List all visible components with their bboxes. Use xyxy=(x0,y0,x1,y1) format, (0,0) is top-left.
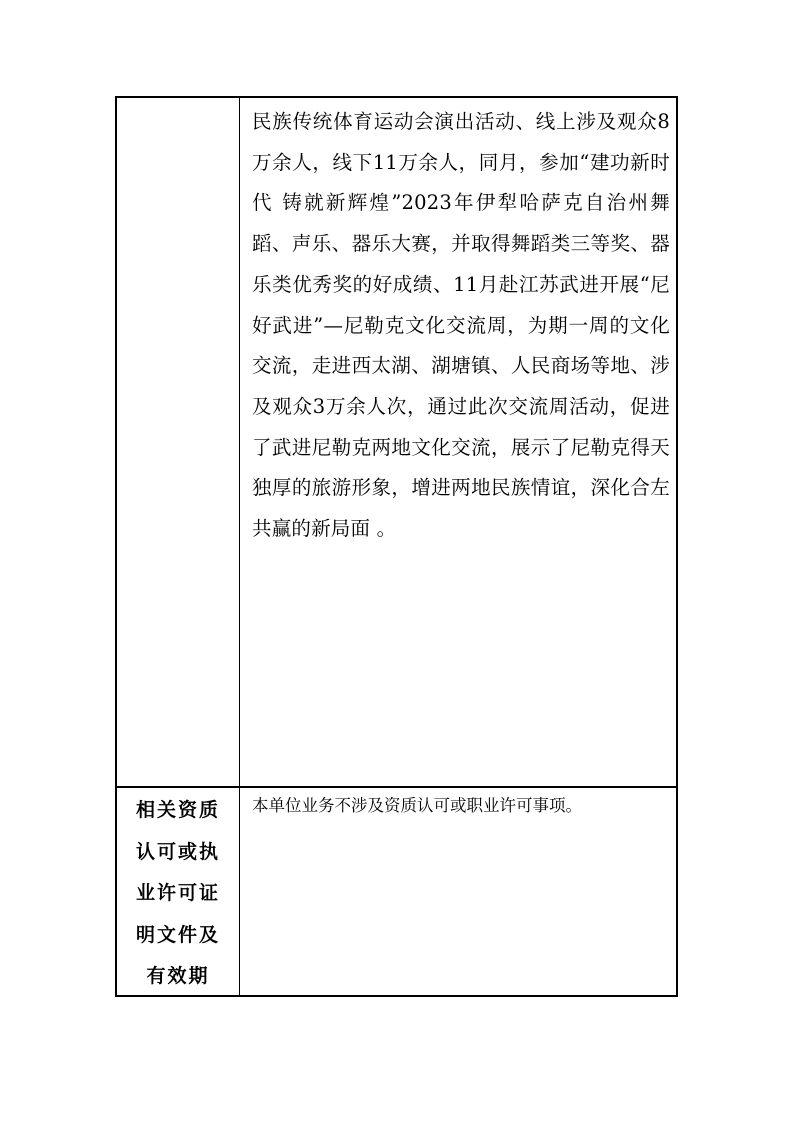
table-row-qualification xyxy=(117,788,676,995)
qualification-label: 相关资质认可或执业许可证明文件及有效期 xyxy=(135,799,220,987)
row-label-cell-empty xyxy=(117,98,240,786)
report-table xyxy=(115,96,678,997)
table-row-continued xyxy=(117,98,676,788)
row-content-cell xyxy=(240,98,676,786)
activity-description-text: 民族传统体育运动会演出活动、线上涉及观众8万余人，线下11万余人，同月，参加“建功新时代 铸就新辉煌”2023年伊犁哈萨克自治州舞蹈、声乐、器乐大赛，并取得舞蹈类三等奖、器乐类优秀奖的好成绩、11月赴江苏武进开展“尼好武进”—尼勒克文化交流周，为期一周的文化交流，走进西太湖、湖塘镇、人民商场等地、涉及观众3万余人次，通过此次交流周活动，促进了武进尼勒克两地文化交流，展示了尼勒克得天独厚的旅游形象，增进两地民族情谊，深化合左共赢的新局面 。 xyxy=(252,110,670,541)
qualification-content: 本单位业务不涉及资质认可或职业许可事项。 xyxy=(252,796,582,815)
qualification-label-cell xyxy=(117,788,240,995)
qualification-content-cell xyxy=(240,788,676,995)
